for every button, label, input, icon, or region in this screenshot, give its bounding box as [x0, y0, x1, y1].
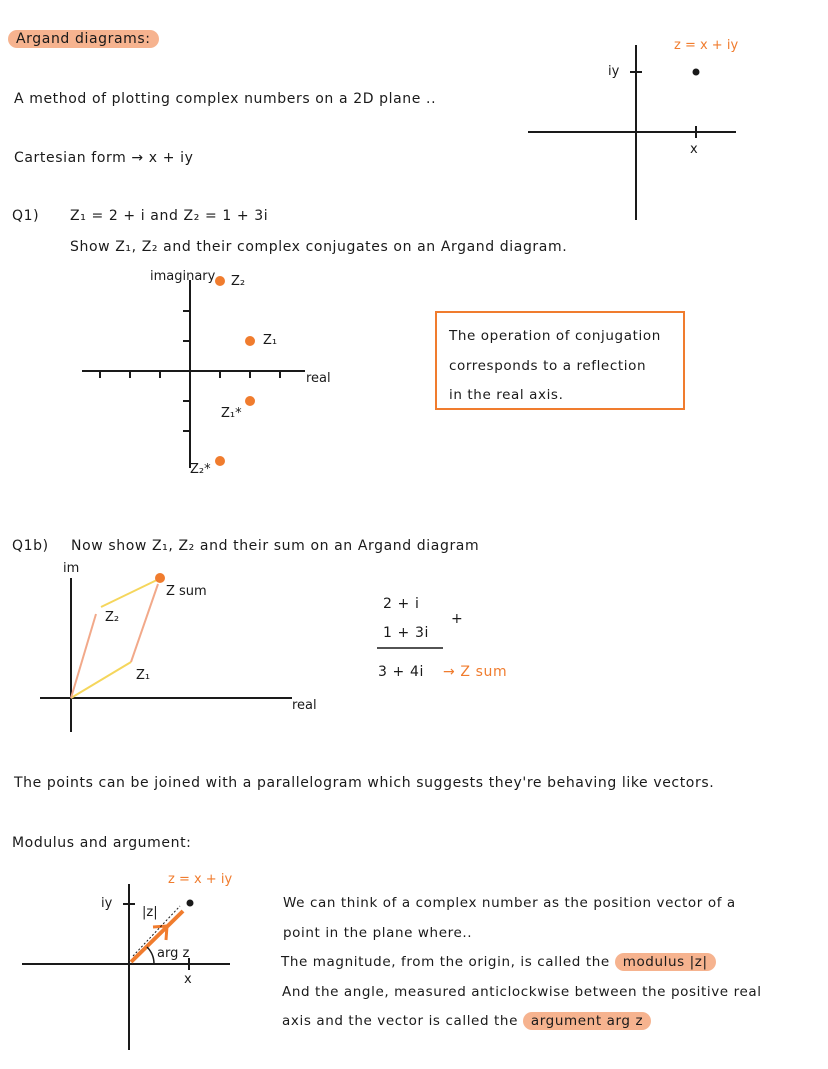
mod-text-line-2: point in the plane where.. — [283, 925, 473, 941]
q1-label: Q1) — [12, 208, 40, 224]
q1b-real-axis-label: real — [292, 698, 317, 713]
note-line-1: The operation of conjugation — [449, 328, 661, 344]
mod-x-label: x — [184, 972, 192, 987]
sum-plus-sign: + — [451, 611, 464, 627]
mod-text-line-3-main: The magnitude, from the origin, is called the — [281, 954, 610, 970]
page-heading: Argand diagrams: — [8, 30, 159, 48]
sum-line-2: 1 + 3i — [383, 625, 429, 641]
mod-arg-arc — [147, 947, 154, 964]
mod-text-line-4: And the angle, measured anticlockwise between the positive real — [282, 984, 762, 1000]
q1-z1-label: Z₁ — [263, 333, 278, 348]
top-z-label: z = x + iy — [674, 38, 739, 53]
mod-text-line-3 — [281, 953, 716, 971]
top-x-label: x — [690, 142, 698, 157]
note-line-2: corresponds to a reflection — [449, 358, 647, 374]
q1b-imag-axis-label: im — [63, 561, 80, 576]
cartesian-form-text: Cartesian form → x + iy — [14, 150, 194, 166]
q1b-statement: Now show Z₁, Z₂ and their sum on an Argand diagram — [71, 538, 480, 554]
intro-text: A method of plotting complex numbers on a 2D plane .. — [14, 91, 437, 107]
mod-z-label: z = x + iy — [168, 872, 233, 887]
sum-line-1: 2 + i — [383, 596, 420, 612]
mod-z-point — [187, 900, 194, 907]
q1b-zsum-label: Z sum — [166, 584, 207, 599]
parallelogram-text: The points can be joined with a parallelogram which suggests they're behaving like vectors. — [14, 775, 715, 791]
top-iy-label: iy — [608, 64, 620, 79]
q1-z2c-label: Z₂* — [190, 462, 211, 477]
q1-real-axis-label: real — [306, 371, 331, 386]
q1-z2-label: Z₂ — [231, 274, 246, 289]
modulus-heading: Modulus and argument: — [12, 835, 192, 851]
mod-text-line-5-main: axis and the vector is called the — [282, 1013, 518, 1029]
sum-arrow-zsum: → Z sum — [443, 664, 508, 680]
argument-highlight: argument arg z — [523, 1012, 651, 1030]
mod-modulus-label: |z| — [142, 905, 158, 920]
mod-text-line-1: We can think of a complex number as the position vector of a — [283, 895, 736, 911]
mod-arg-label: arg z — [157, 946, 190, 961]
q1-statement: Z₁ = 2 + i and Z₂ = 1 + 3i — [70, 208, 269, 224]
q1-z1c-label: Z₁* — [221, 406, 242, 421]
q1-instruction: Show Z₁, Z₂ and their complex conjugates on an Argand diagram. — [70, 239, 568, 255]
sum-result: 3 + 4i — [378, 664, 424, 680]
q1b-label: Q1b) — [12, 538, 49, 554]
mod-text-line-5 — [282, 1012, 651, 1030]
note-line-3: in the real axis. — [449, 387, 564, 403]
q1b-z1-label: Z₁ — [136, 668, 151, 683]
q1b-z2-label: Z₂ — [105, 610, 120, 625]
modulus-highlight: modulus |z| — [615, 953, 716, 971]
mod-iy-label: iy — [101, 896, 113, 911]
q1-imag-axis-label: imaginary — [150, 269, 216, 284]
